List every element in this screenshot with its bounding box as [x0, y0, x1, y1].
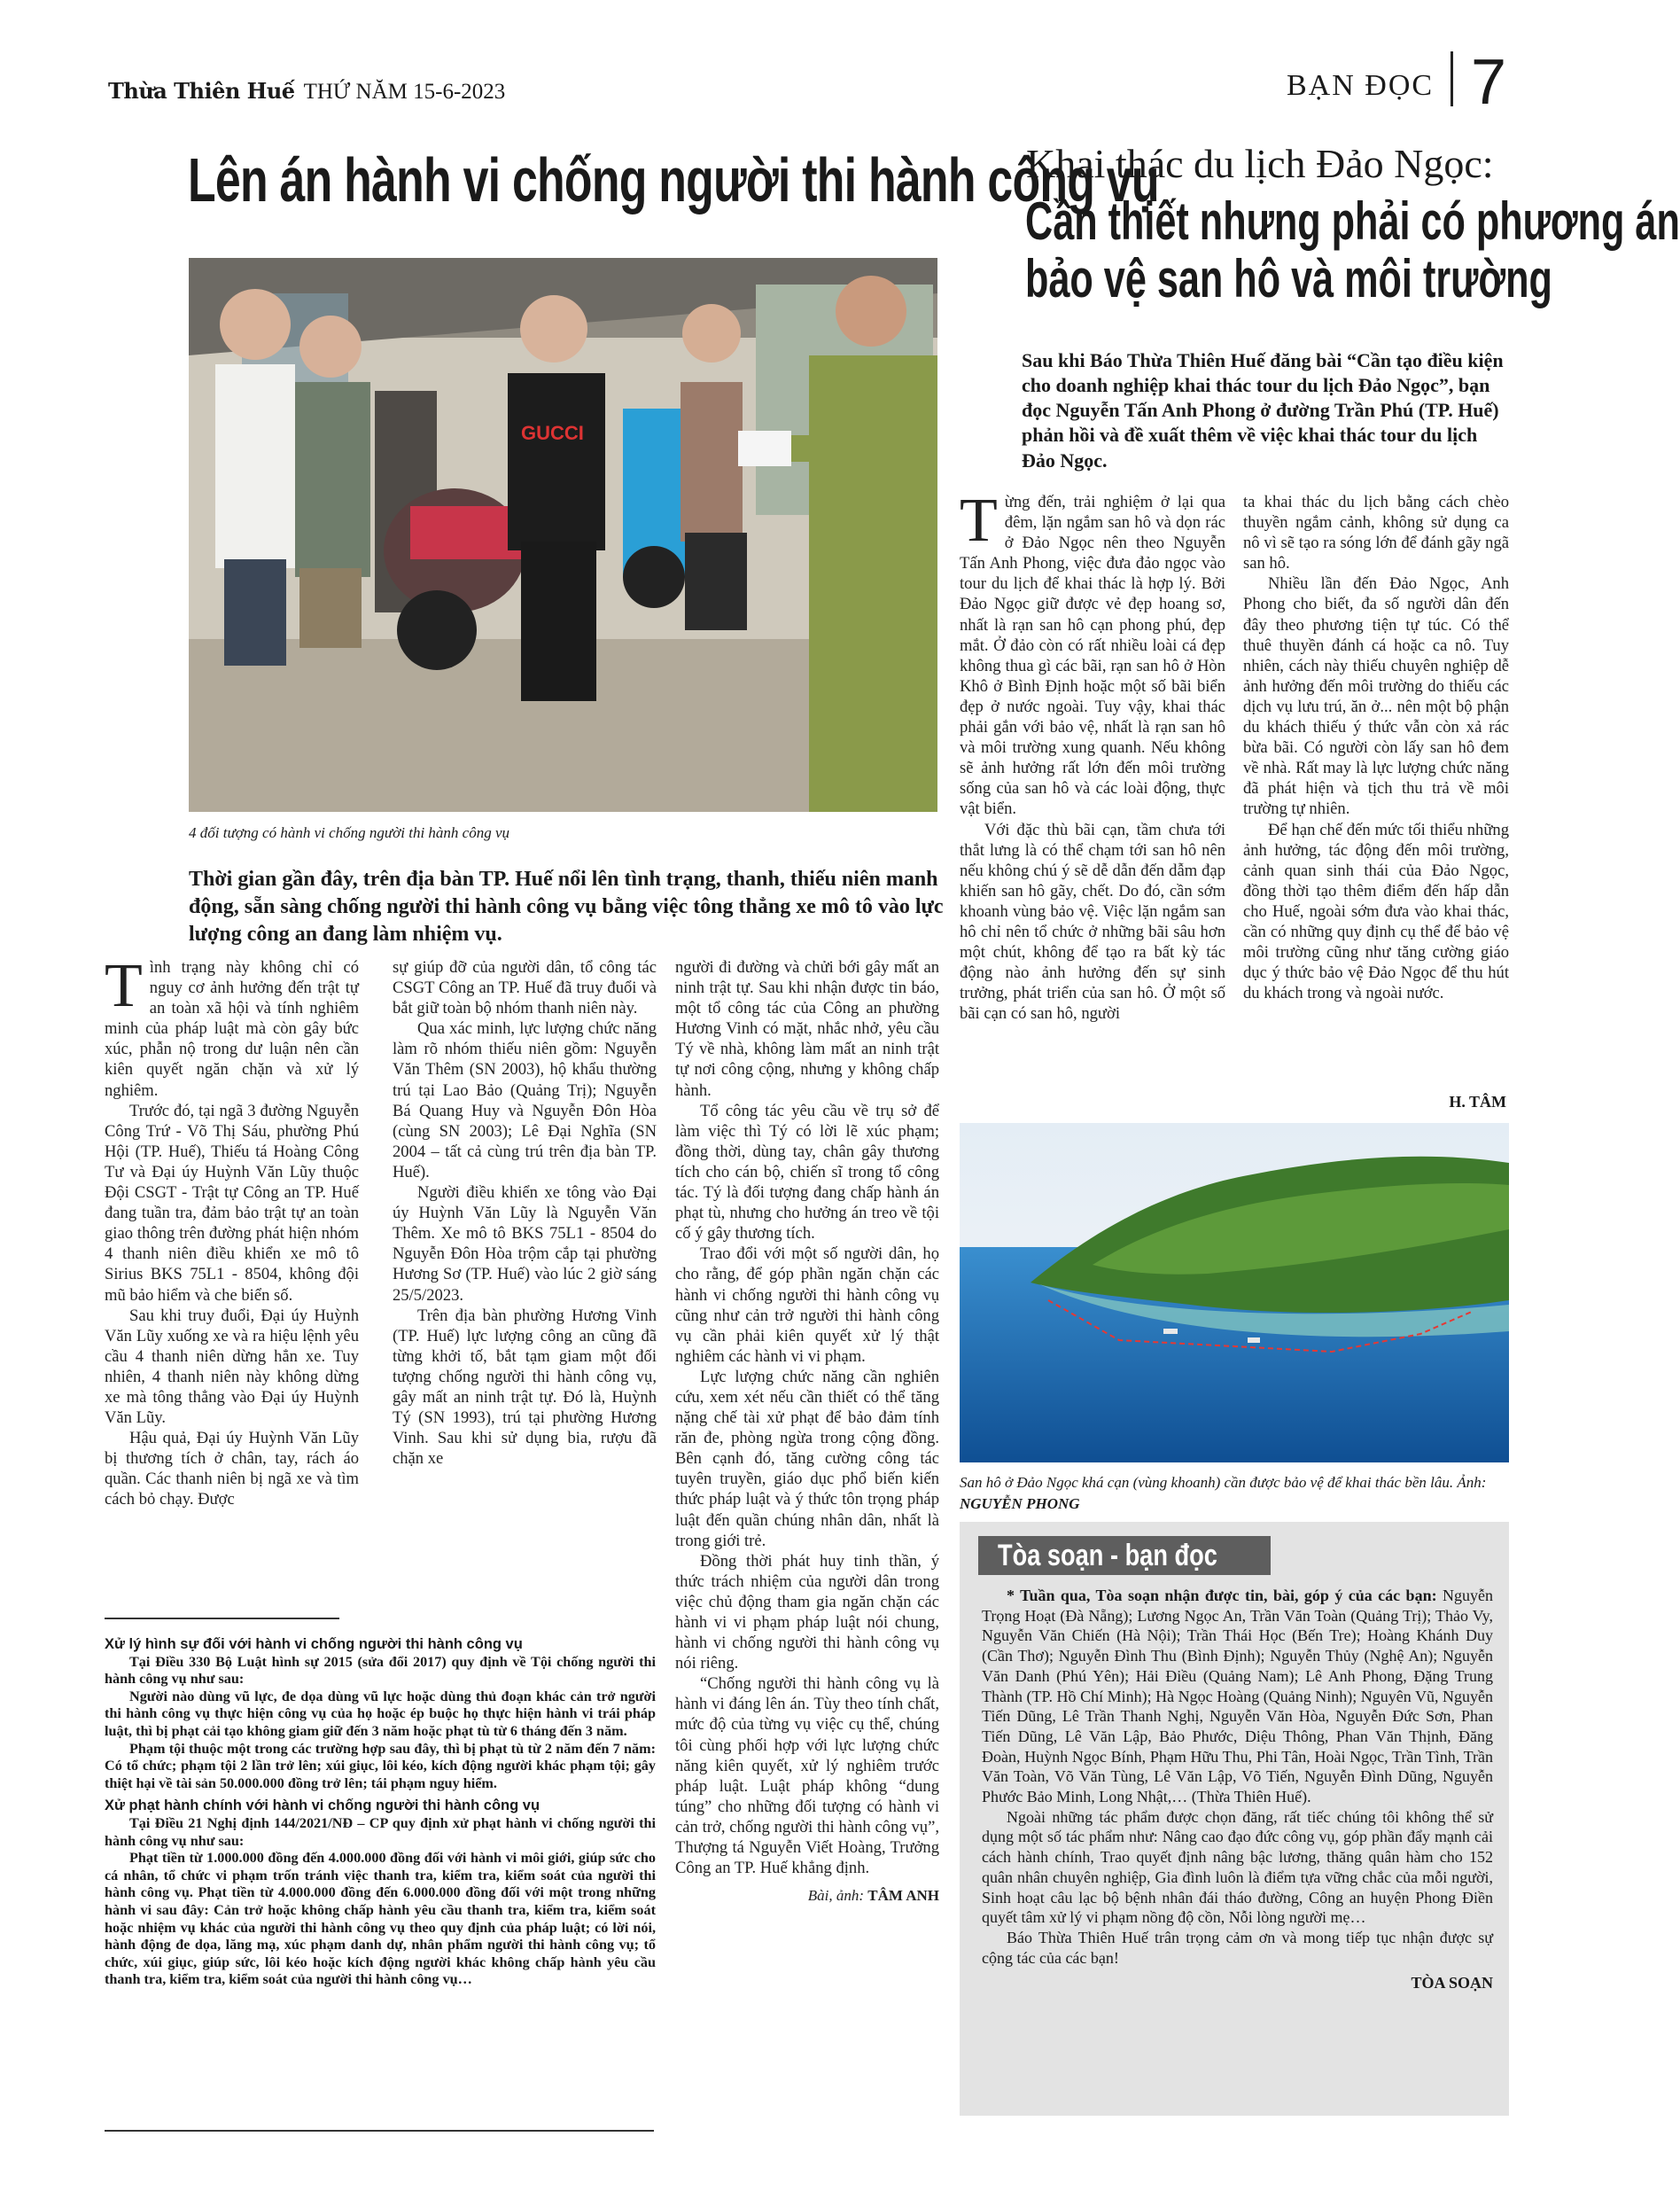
- paragraph: ừng đến, trải nghiệm ở lại qua đêm, lặn ngắm san hô và dọn rác ở Đảo Ngọc nên theo Nguyễn Tấn Anh Phong, việc đưa đảo ngọc vào tour du lịch để khai thác là hợp lý. Bởi Đảo Ngọc giữ được vẻ đẹp hoang sơ, nhất là rạn san hô cạn phong phú, đẹp mắt. Ở đảo còn có rất nhiều loài cá đẹp không thua gì các bãi, rạn san hô ở Hòn Khô ở Bình Định hoặc một số bãi biển đẹp ở nước ngoài. Tuy vậy, khai thác phải gắn với bảo vệ, nhất là rạn san hô và môi trường xung quanh. Nếu không sẽ ảnh hưởng rất lớn đến môi trường sống của san hô và các loài động, thực vật biển.: [960, 493, 1225, 819]
- paragraph: Lực lượng chức năng cần nghiên cứu, xem xét nếu cần thiết có thể tăng nặng chế tài xử phạt để bảo đảm tính răn đe, phòng ngừa trong cộng đồng. Bên cạnh đó, tăng cường công tác tuyên truyền, giáo dục phổ biến kiến thức pháp luật và ý thức tôn trọng pháp luật đến quần chúng nhân dân, nhất là trong giới trẻ.: [675, 1367, 939, 1550]
- article1-title: Lên án hành vi chống người thi hành công vụ: [188, 145, 1159, 214]
- article1-byline: [675, 1885, 939, 1906]
- police-youths-illustration: [189, 258, 937, 812]
- paragraph: Báo Thừa Thiên Huế trân trọng cảm ơn và mong tiếp tục nhận được sự cộng tác của các bạn!: [982, 1928, 1493, 1967]
- paragraph: Trao đổi với một số người dân, họ cho rằng, để góp phần ngăn chặn các hành vi chống người thi hành công vụ cũng như cản trở người thi hành công vụ cần phải kiên quyết xử lý thật nghiêm các hành vi vi phạm.: [675, 1244, 939, 1366]
- article1-col1: [105, 952, 359, 1510]
- masthead: [108, 78, 505, 105]
- paragraph: ta khai thác du lịch bằng cách chèo thuyền ngắm cảnh, không sử dụng ca nô vì sẽ tạo ra sóng lớn để đánh gãy ngã san hô.: [1243, 493, 1509, 573]
- byline-name: TÂM ANH: [867, 1887, 939, 1905]
- toa-soan-title: [978, 1536, 1271, 1575]
- legal-heading-1: Xử lý hình sự đối với hành vi chống người thi hành công vụ: [105, 1636, 523, 1652]
- article1-lead: Thời gian gần đây, trên địa bàn TP. Huế nổi lên tình trạng, thanh, thiếu niên manh động, sẵn sàng chống người thi hành công vụ bằng việc tông thẳng xe mô tô vào lực lượng công an đang làm nhiệm vụ.: [189, 868, 944, 947]
- article2-lead: Sau khi Báo Thừa Thiên Huế đăng bài “Cần tạo điều kiện cho doanh nghiệp khai thác tour du lịch Đảo Ngọc”, bạn đọc Nguyễn Tấn Anh Phong ở đường Trần Phú (TP. Huế) phản hồi và đề xuất thêm về việc khai thác tour du lịch Đảo Ngọc.: [1022, 349, 1504, 472]
- paragraph: “Chống người thi hành công vụ là hành vi đáng lên án. Tùy theo tính chất, mức độ của từng vụ việc cụ thể, chúng tôi cùng phối hợp với lực lượng chức năng kiên quyết, xử lý nghiêm trước pháp luật. Luật pháp không “dung túng” cho những đối tượng có hành vi cản trở, chống người thi hành công vụ”, Thượng tá Nguyễn Viết Hoàng, Trưởng Công an TP. Huế khẳng định.: [675, 1674, 939, 1878]
- legal-heading-2: Xử phạt hành chính với hành vi chống người thi hành công vụ: [105, 1797, 541, 1814]
- legal-box-bottom-rule: [105, 2130, 654, 2132]
- paragraph: ình trạng này không chỉ có nguy cơ ảnh hưởng đến trật tự an toàn xã hội và tính nghiêm minh của pháp luật mà còn gây bức xúc, phẫn nộ trong dư luận nên cần kiên quyết ngăn chặn và xử lý nghiêm.: [105, 958, 359, 1100]
- paragraph: sự giúp đỡ của người dân, tổ công tác CSGT Công an TP. Huế đã truy đuổi và bắt giữ toàn bộ nhóm thanh niên này.: [393, 958, 657, 1018]
- paper-name: Thừa Thiên Huế: [108, 78, 295, 104]
- paragraph: Tổ công tác yêu cầu về trụ sở để làm việc thì Tý có lời lẽ xúc phạm; đồng thời, dùng tay, chân gây thương tích cho cán bộ, chiến sĩ trong tổ công tác. Tý là đối tượng đang chấp hành án phạt tù, nhưng cho hưởng án treo về tội cố ý gây thương tích.: [675, 1101, 939, 1244]
- article2-title: [1025, 191, 1680, 308]
- paragraph: Tại Điều 330 Bộ Luật hình sự 2015 (sửa đổi 2017) quy định về Tội chống người thi hành công vụ như sau:: [105, 1653, 656, 1688]
- paragraph: Ngoài những tác phẩm được chọn đăng, rất tiếc chúng tôi không thể sử dụng một số tác phẩm như: Nâng cao đạo đức công vụ, góp phần đẩy mạnh cải cách hành chính, Trao quyết định nâng bậc lương, thăng quân hàm cho 152 quân nhân chuyên nghiệp, Gia đình luôn là điểm tựa vững chắc của mỗi người, Sinh hoạt câu lạc bộ bệnh nhân đái tháo đường, Công an huyện Phong Điền quyết tâm xử lý vi phạm nồng độ cồn, Nỗi lòng người mẹ…: [982, 1807, 1493, 1927]
- island-illustration: [960, 1123, 1509, 1462]
- toa-soan-title-text: Tòa soạn - bạn đọc: [998, 1539, 1217, 1572]
- paragraph: Với đặc thù bãi cạn, tầm chưa tới thắt lưng là có thể chạm tới san hô nên nếu không chú ý sẽ dễ dẫn đến dẫm đạp khiến san hô gãy, chết. Do đó, cần sớm khoanh vùng bảo vệ. Việc lặn ngắm san hô chỉ nên tổ chức ở những bãi sâu hơn một chút, không để tạo ra bất kỳ tác động nào ảnh hưởng đến sự sinh trưởng, phát triển của san hô. Ở một số bãi cạn có san hô, người: [960, 820, 1225, 1024]
- toa-soan-names: Nguyễn Trọng Hoạt (Đà Nẵng); Lương Ngọc An, Trần Văn Toàn (Quảng Trị); Thảo Vy, Nguyễn Văn Chiến (Hà Nội); Trần Thái Học (Bến Tre); Hoàng Khánh Duy (Cần Thơ); Nguyễn Đình Thu (Bình Định); Nguyễn Thủy (Nghệ An); Nguyễn Văn Danh (Phú Yên); Hải Điều (Quảng Nam); Lê Anh Phong, Đặng Trung Thành (TP. Hồ Chí Minh); Hà Ngọc Hoàng (Quảng Ninh); Nguyên Vũ, Nguyễn Tiến Dũng, Lê Trần Thanh Nghị, Nguyễn Văn Hòa, Nguyễn Đức Sơn, Phan Tiến Dũng, Lê Văn Lập, Bảo Phước, Diệu Thông, Phan Văn Thịnh, Đăng Đoàn, Huỳnh Ngọc Bính, Phạm Hữu Thu, Phi Tân, Hoài Ngọc, Trần Tình, Trần Văn Toàn, Võ Văn Tùng, Lê Văn Lập, Võ Tiến, Nguyễn Đình Dũng, Nguyễn Phước Bảo Minh, Long Nhật,… (Thừa Thiên Huế).: [982, 1587, 1493, 1806]
- photo-credit: NGUYỄN PHONG: [960, 1494, 1080, 1512]
- article2-signature: H. TÂM: [1449, 1093, 1506, 1111]
- paragraph: Hậu quả, Đại úy Huỳnh Văn Lũy bị thương tích ở chân, tay, rách áo quần. Các thanh niên bị ngã xe và tìm cách bỏ chạy. Được: [105, 1429, 359, 1509]
- paragraph: Nhiều lần đến Đảo Ngọc, Anh Phong cho biết, đa số người dân đến đây theo phương tiện tự túc. Có thể thuê thuyền đánh cá hoặc ca nô. Tuy nhiên, cách này thiếu chuyên nghiệp dễ ảnh hưởng đến môi trường do thiếu các dịch vụ lưu trú, ăn ở... nên một bộ phận du khách thiếu ý thức vẫn còn xả rác bừa bãi. Có người còn lấy san hô đem về nhà. Rất may là lực lượng chức năng đã phát hiện và tịch thu trả về môi trường tự nhiên.: [1243, 574, 1509, 819]
- legal-box-rule: [105, 1618, 339, 1619]
- issue-date: THỨ NĂM 15-6-2023: [303, 80, 506, 104]
- article2-title-line1: Cần thiết nhưng phải có phương án: [1025, 191, 1680, 251]
- paragraph: Để hạn chế đến mức tối thiểu những ảnh hưởng, tác động đến môi trường, cảnh quan sinh thái của Đảo Ngọc, đồng thời tạo thêm điểm đến hấp dẫn cho Huế, ngoài sớm đưa vào khai thác, cần có những quy định cụ thể để bảo vệ môi trường cũng như tăng cường giáo dục ý thức bảo vệ Đảo Ngọc để thu hút du khách trong và ngoài nước.: [1243, 820, 1509, 1003]
- article1-drop-cap: T: [105, 952, 143, 1020]
- article2-title-line2: bảo vệ san hô và môi trường: [1025, 248, 1552, 308]
- legal-box: [105, 1636, 656, 1989]
- paragraph: Phạt tiền từ 1.000.000 đồng đến 4.000.000 đồng đối với hành vi môi giới, giúp sức cho cá nhân, tổ chức vi phạm trốn tránh việc thanh tra, kiểm tra, kiểm soát của người thi hành công vụ. Phạt tiền từ 4.000.000 đồng đến 6.000.000 đồng đối với một trong những hành vi sau đây: Cản trở hoặc không chấp hành yêu cầu thanh tra, kiểm tra, kiểm soát hoặc nhiệm vụ khác của người thi hành công vụ theo quy định của pháp luật; có lời nói, hành động đe dọa, lăng mạ, xúc phạm danh dự, nhân phẩm người thi hành công vụ; tổ chức, xúi giục, giúp sức, lôi kéo hoặc kích động người khác không chấp hành yêu cầu thanh tra, kiểm tra, kiểm soát của người thi hành công vụ…: [105, 1850, 656, 1988]
- toa-soan-body: [982, 1586, 1493, 1993]
- byline-label: Bài, ảnh:: [807, 1887, 864, 1905]
- toa-soan-signature: TÒA SOẠN: [1411, 1974, 1493, 1992]
- article2-photo-caption: [960, 1472, 1509, 1515]
- article2-kicker: Khai thác du lịch Đảo Ngọc:: [1026, 141, 1494, 186]
- paragraph: Sau khi truy đuổi, Đại úy Huỳnh Văn Lũy xuống xe và ra hiệu lệnh yêu cầu 4 thanh niên dừng hẳn xe. Tuy nhiên, 4 thanh niên này không dừng xe mà tông thẳng vào Đại úy Huỳnh Văn Lũy.: [105, 1306, 359, 1428]
- shirt-text: GUCCI: [521, 422, 584, 444]
- article2-col2: [1243, 492, 1509, 1003]
- paragraph: Tại Điều 21 Nghị định 144/2021/NĐ – CP quy định xử phạt hành vi chống người thi hành công vụ như sau:: [105, 1814, 656, 1849]
- paragraph: Qua xác minh, lực lượng chức năng làm rõ nhóm thiếu niên gồm: Nguyễn Văn Thêm (SN 2003), hộ khẩu thường trú tại Lao Bảo (Quảng Trị); Nguyễn Bá Quang Huy và Nguyễn Đôn Hòa (cùng SN 2003); Lê Đại Nghĩa (SN 2004 – tất cả cùng trú trên địa bàn TP. Huế).: [393, 1019, 657, 1181]
- article1-photo-caption: 4 đối tượng có hành vi chống người thi hành công vụ: [189, 824, 510, 841]
- article1-col2: [393, 957, 657, 1469]
- paragraph: Trước đó, tại ngã 3 đường Nguyễn Công Trứ - Võ Thị Sáu, phường Phú Hội (TP. Huế), Thiếu tá Hoàng Công Tư và Đại úy Huỳnh Văn Lũy thuộc Đội CSGT - Trật tự Công an TP. Huế đang tuần tra, đảm bảo trật tự an toàn giao thông trên đường phát hiện nhóm 4 thanh niên điều khiển xe mô tô Sirius BKS 75L1 - 8504, không đội mũ bảo hiểm và che biển số.: [105, 1101, 359, 1305]
- paragraph: Người điều khiển xe tông vào Đại úy Huỳnh Văn Lũy là Nguyễn Văn Thêm. Xe mô tô BKS 75L1 - 8504 do Nguyễn Đôn Hòa trộm cắp tại phường Hương Sơ (TP. Huế) vào lúc 2 giờ sáng 25/5/2023.: [393, 1183, 657, 1305]
- article1-col3: [675, 957, 939, 1906]
- article2-photo: [960, 1123, 1509, 1462]
- header-divider: [1451, 51, 1453, 106]
- page-number: 7: [1471, 47, 1507, 118]
- paragraph: Đồng thời phát huy tinh thần, ý thức trách nhiệm của người dân trong việc chủ động tham gia ngăn chặn các hành vi vi phạm pháp luật nói chung, hành vi chống người thi hành công vụ nói riêng.: [675, 1551, 939, 1673]
- paragraph: Trên địa bàn phường Hương Vinh (TP. Huế) lực lượng công an cũng đã từng khởi tố, bắt tạm giam một đối tượng chống người thi hành công vụ, gây mất an ninh trật tự. Đó là, Huỳnh Tý (SN 1993), trú tại phường Hương Vinh. Sau khi sử dụng bia, rượu đã chặn xe: [393, 1306, 657, 1469]
- article2-col1: [960, 487, 1225, 1024]
- caption-text: San hô ở Đảo Ngọc khá cạn (vùng khoanh) cần được bảo vệ để khai thác bền lâu. Ảnh:: [960, 1474, 1487, 1491]
- paragraph: người đi đường và chửi bới gây mất an ninh trật tự. Sau khi nhận được tin báo, một tổ công tác của Công an phường Hương Vinh có mặt, nhắc nhở, yêu cầu Tý về nhà, không làm mất an ninh trật tự nơi công cộng, nhưng y không chấp hành.: [675, 958, 939, 1100]
- paragraph: Người nào dùng vũ lực, đe dọa dùng vũ lực hoặc dùng thủ đoạn khác cản trở người thi hành công vụ thực hiện công vụ của họ hoặc ép buộc họ thực hiện hành vi trái pháp luật, thì bị phạt cải tạo không giam giữ đến 3 năm hoặc phạt tù từ 6 tháng đến 3 năm.: [105, 1688, 656, 1739]
- toa-soan-intro: * Tuần qua, Tòa soạn nhận được tin, bài, góp ý của các bạn:: [1007, 1587, 1437, 1604]
- article1-photo: [189, 258, 937, 812]
- section-name: BẠN ĐỌC: [1287, 69, 1435, 102]
- article2-drop-cap: T: [960, 487, 998, 555]
- paragraph: Phạm tội thuộc một trong các trường hợp sau đây, thì bị phạt tù từ 2 năm đến 7 năm: Có tổ chức; phạm tội 2 lần trở lên; xúi giục, lôi kéo, kích động người khác phạm tội; gây thiệt hại về tài sản 50.000.000 đồng trở lên; tái phạm nguy hiểm.: [105, 1740, 656, 1791]
